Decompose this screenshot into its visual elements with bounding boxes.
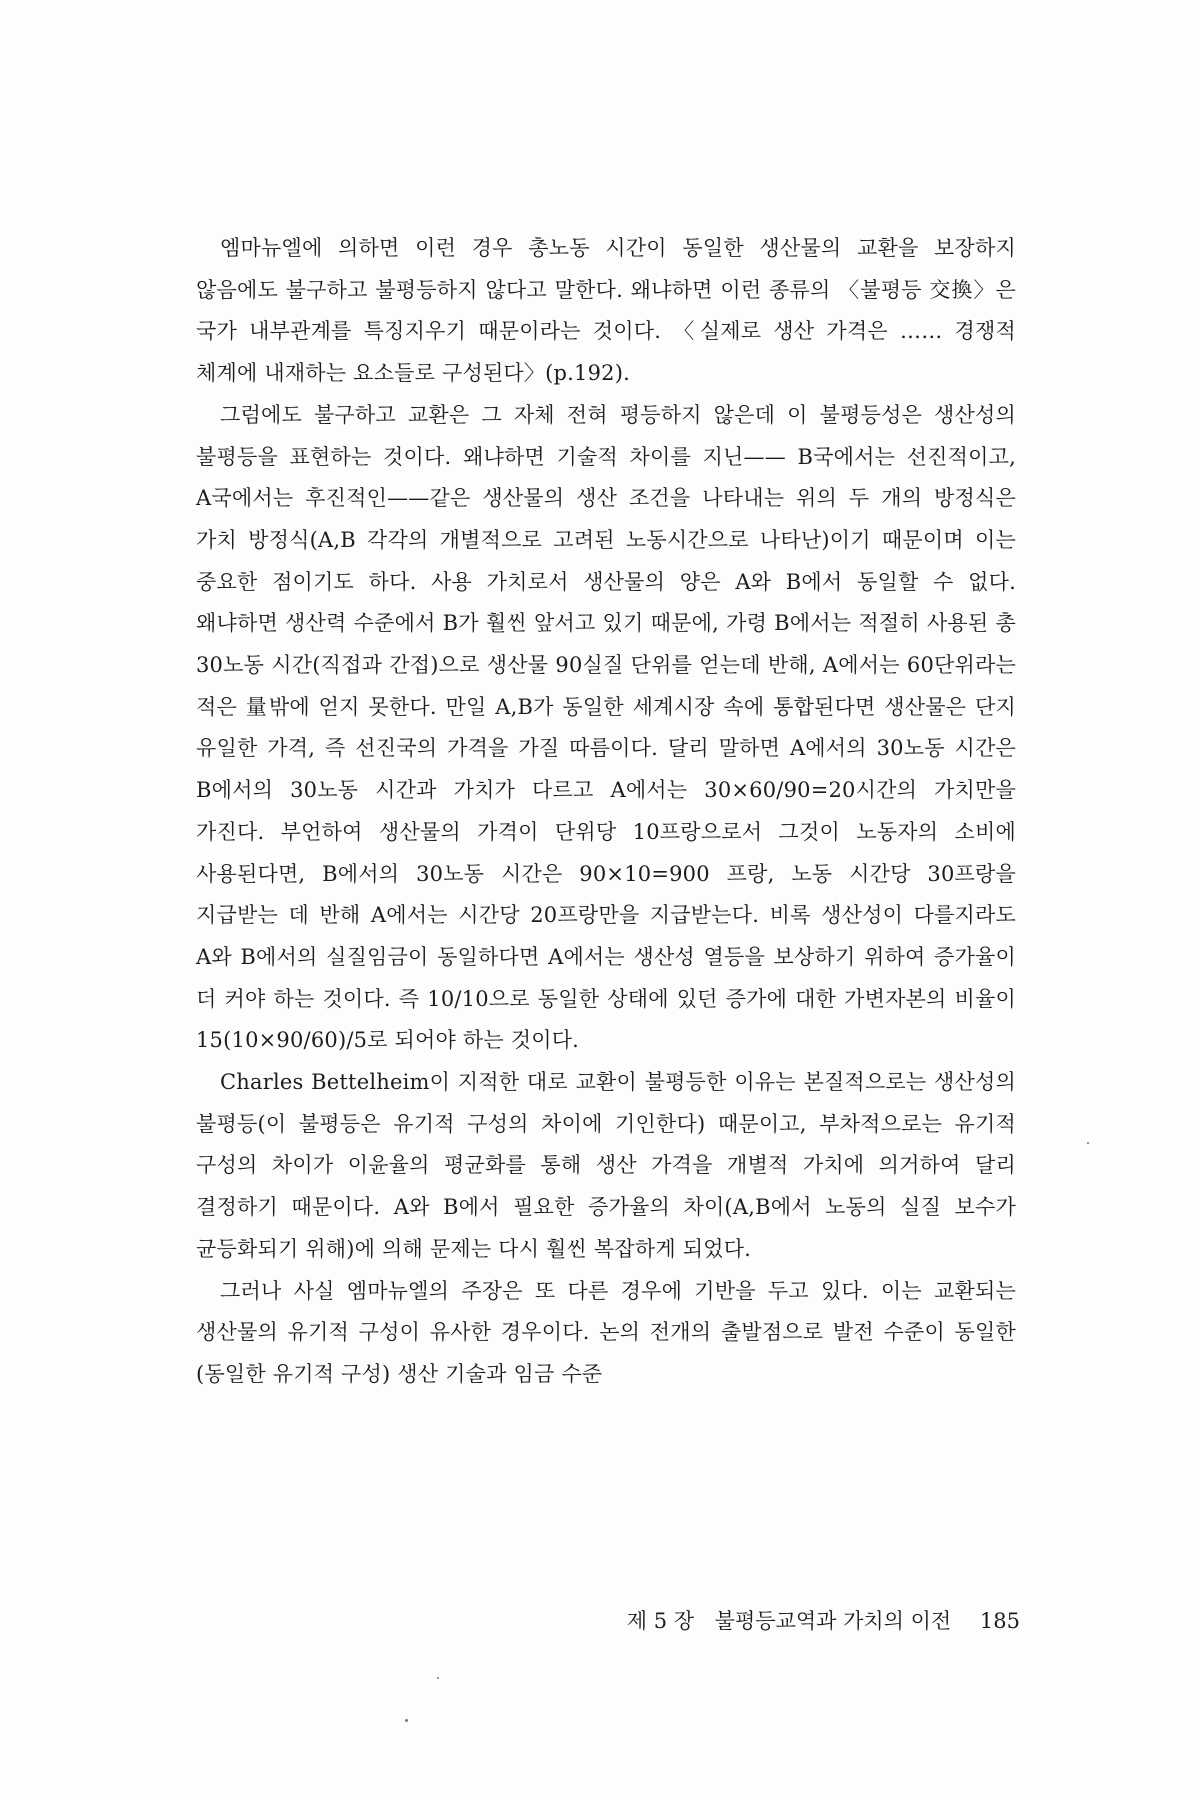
scan-speck: [1087, 1142, 1089, 1144]
footer-chapter: 제 5 장: [626, 1609, 695, 1633]
running-footer: [560, 1606, 1020, 1636]
paragraph-4: 그러나 사실 엠마뉴엘의 주장은 또 다른 경우에 기반을 두고 있다. 이는 교환되는 생산물의 유기적 구성이 유사한 경우이다. 논의 전개의 출발점으로 발전 수준이 동일한(동일한 유기적 구성) 생산 기술과 임금 수준: [196, 1278, 1016, 1386]
paragraph-3: Charles Bettelheim이 지적한 대로 교환이 불평등한 이유는 본질적으로는 생산성의 불평등(이 불평등은 유기적 구성의 차이에 기인한다) 때문이고, 부차적으로는 유기적 구성의 차이가 이윤율의 평균화를 통해 생산 가격을 개별적 가치에 의거하여 달리 결정하기 때문이다. A와 B에서 필요한 증가율의 차이(A,B에서 노동의 실질 보수가 균등화되기 위해)에 의해 문제는 다시 훨씬 복잡하게 되었다.: [196, 1070, 1016, 1261]
paragraph-1: 엠마뉴엘에 의하면 이런 경우 총노동 시간이 동일한 생산물의 교환을 보장하지 않음에도 불구하고 불평등하지 않다고 말한다. 왜냐하면 이런 종류의 〈불평등 交換〉은 국가 내부관계를 특징지우기 때문이라는 것이다. 〈실제로 생산 가격은 …… 경쟁적 체계에 내재하는 요소들로 구성된다〉(p.192).: [196, 236, 1016, 386]
scan-speck: [405, 1719, 408, 1722]
scan-speck: [437, 1677, 439, 1679]
footer-title: 불평등교역과 가치의 이전: [714, 1609, 952, 1633]
paragraph-2: 그럼에도 불구하고 교환은 그 자체 전혀 평등하지 않은데 이 불평등성은 생산성의 불평등을 표현하는 것이다. 왜냐하면 기술적 차이를 지닌—— B국에서는 선진적이고, A국에서는 후진적인——같은 생산물의 생산 조건을 나타내는 위의 두 개의 방정식은 가치 방정식(A,B 각각의 개별적으로 고려된 노동시간으로 나타난)이기 때문이며 이는 중요한 점이기도 하다. 사용 가치로서 생산물의 양은 A와 B에서 동일할 수 없다. 왜냐하면 생산력 수준에서 B가 훨씬 앞서고 있기 때문에, 가령 B에서는 적절히 사용된 총 30노동 시간(직접과 간접)으로 생산물 90실질 단위를 얻는데 반해, A에서는 60단위라는 적은 量밖에 얻지 못한다. 만일 A,B가 동일한 세계시장 속에 통합된다면 생산물은 단지 유일한 가격, 즉 선진국의 가격을 가질 따름이다. 달리 말하면 A에서의 30노동 시간은 B에서의 30노동 시간과 가치가 다르고 A에서는 30×60/90=20시간의 가치만을 가진다. 부언하여 생산물의 가격이 단위당 10프랑으로서 그것이 노동자의 소비에 사용된다면, B에서의 30노동 시간은 90×10=900 프랑, 노동 시간당 30프랑을 지급받는 데 반해 A에서는 시간당 20프랑만을 지급받는다. 비록 생산성이 다를지라도 A와 B에서의 실질임금이 동일하다면 A에서는 생산성 열등을 보상하기 위하여 증가율이 더 커야 하는 것이다. 즉 10/10으로 동일한 상태에 있던 증가에 대한 가변자본의 비율이 15(10×90/60)/5로 되어야 하는 것이다.: [196, 402, 1016, 1053]
body-text: [196, 228, 1016, 1396]
page-number: 185: [979, 1609, 1020, 1633]
